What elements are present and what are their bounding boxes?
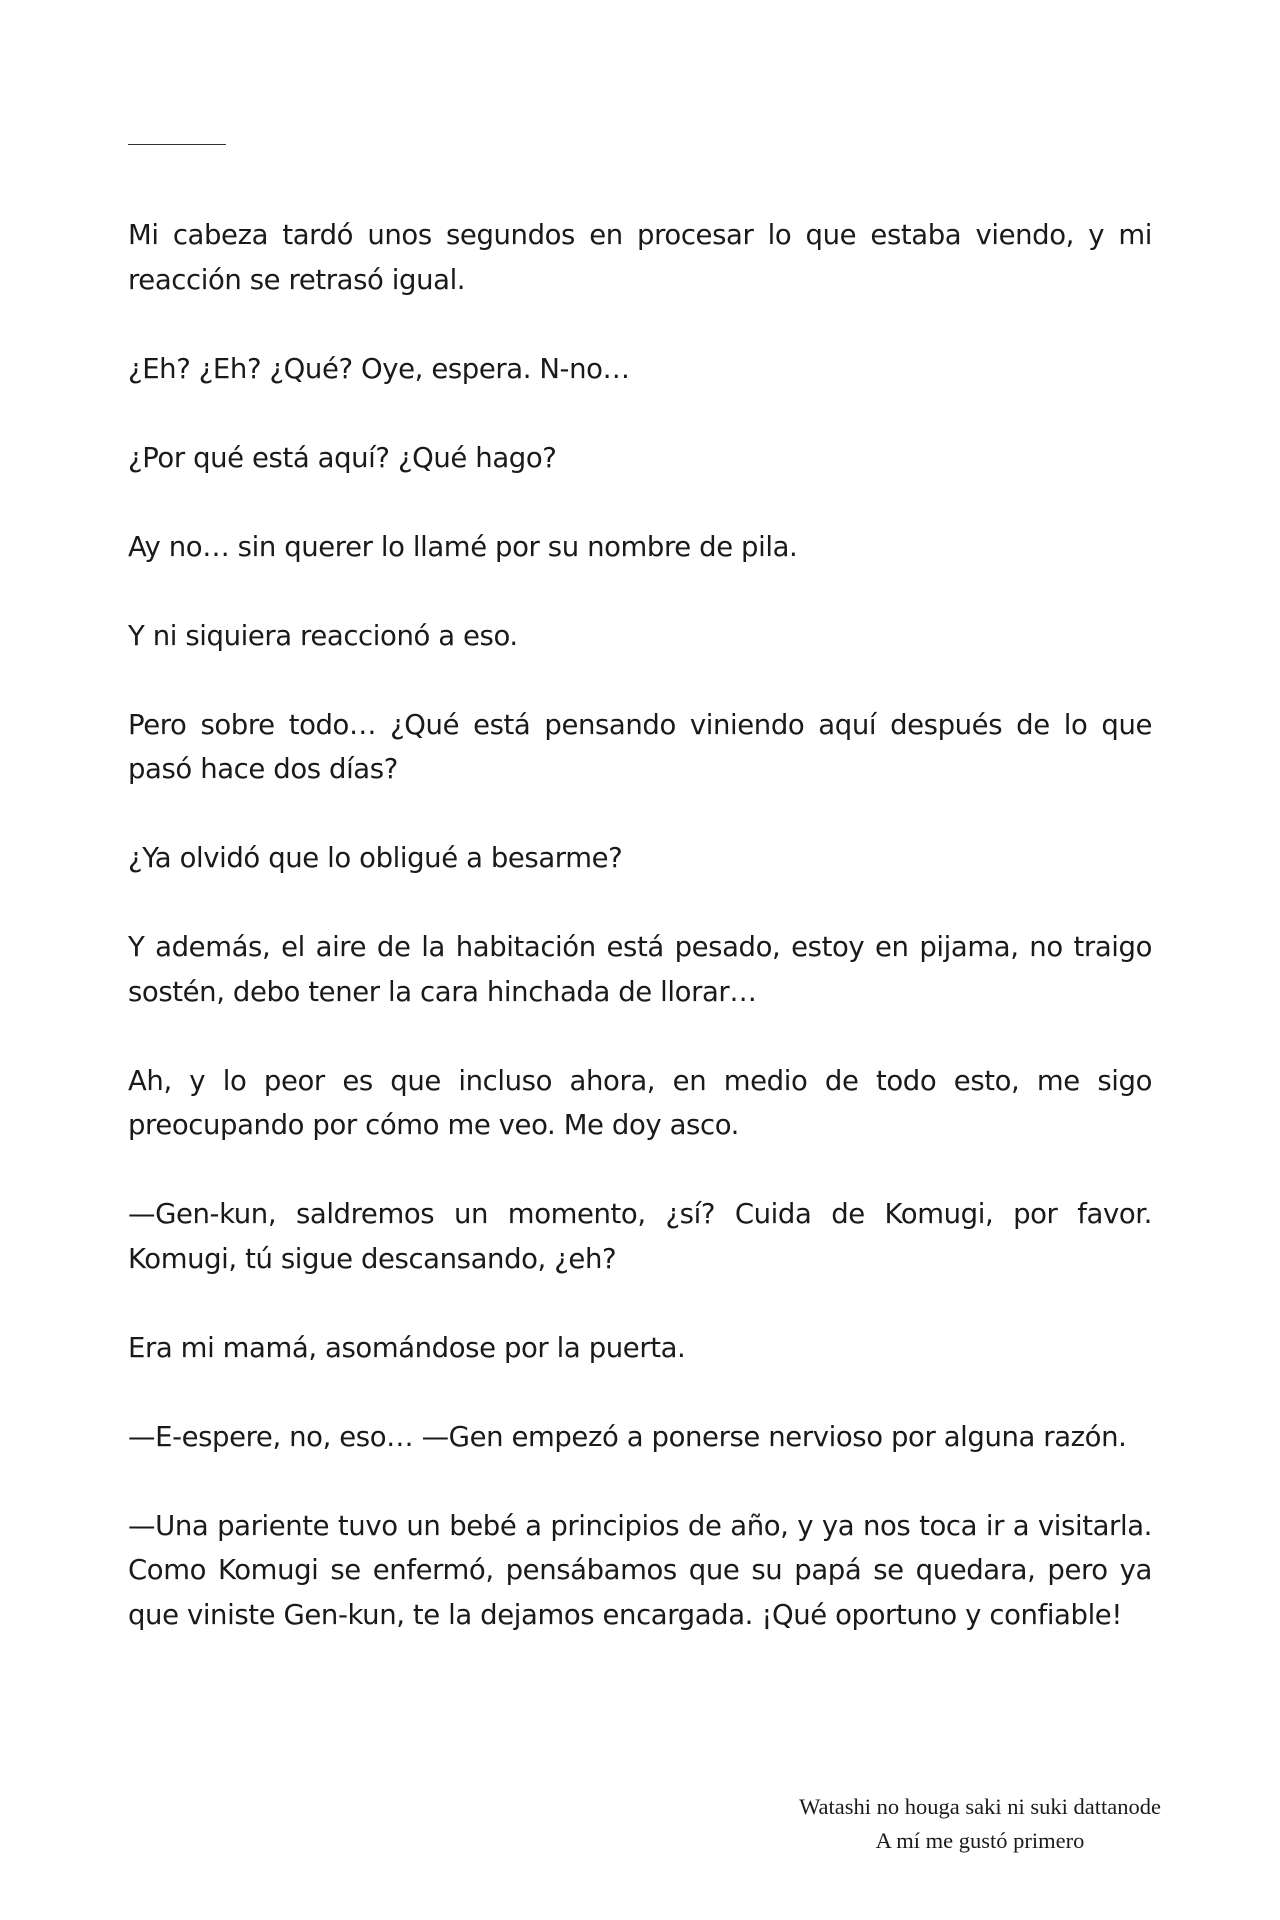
- section-separator: [128, 144, 226, 145]
- footer-title-romaji: Watashi no houga saki ni suki dattanode: [799, 1794, 1161, 1819]
- paragraph: ¿Eh? ¿Eh? ¿Qué? Oye, espera. N-no…: [128, 352, 630, 385]
- paragraph: Era mi mamá, asomándose por la puerta.: [128, 1331, 686, 1364]
- paragraph: Y además, el aire de la habitación está pesado, estoy en pijama, no traigo sostén, debo tener la cara hinchada de llorar…: [128, 931, 1152, 1008]
- paragraph: Pero sobre todo… ¿Qué está pensando viniendo aquí después de lo que pasó hace dos días?: [128, 708, 1152, 785]
- paragraph: ¿Ya olvidó que lo obligué a besarme?: [128, 842, 623, 874]
- paragraph: Mi cabeza tardó unos segundos en procesar lo que estaba viendo, y mi reacción se retrasó igual.: [128, 219, 1152, 296]
- paragraph: Y ni siquiera reaccionó a eso.: [128, 619, 518, 652]
- paragraph: ¿Por qué está aquí? ¿Qué hago?: [128, 441, 557, 474]
- body-text: [128, 213, 1152, 1682]
- paragraph: —Gen-kun, saldremos un momento, ¿sí? Cuida de Komugi, por favor. Komugi, tú sigue descansando, ¿eh?: [128, 1198, 1152, 1275]
- footer-title-spanish: A mí me gustó primero: [875, 1828, 1085, 1853]
- paragraph: —E-espere, no, eso… —Gen empezó a ponerse nervioso por alguna razón.: [128, 1420, 1127, 1453]
- paragraph: —Una pariente tuvo un bebé a principios de año, y ya nos toca ir a visitarla. Como Komugi se enfermó, pensábamos que su papá se quedara, pero ya que viniste Gen-kun, te la dejamos encargada. ¡Qué oportuno y confiable!: [128, 1509, 1152, 1631]
- page-footer: [740, 1790, 1220, 1858]
- paragraph: Ay no… sin querer lo llamé por su nombre de pila.: [128, 530, 798, 563]
- paragraph: Ah, y lo peor es que incluso ahora, en medio de todo esto, me sigo preocupando por cómo me veo. Me doy asco.: [128, 1064, 1152, 1141]
